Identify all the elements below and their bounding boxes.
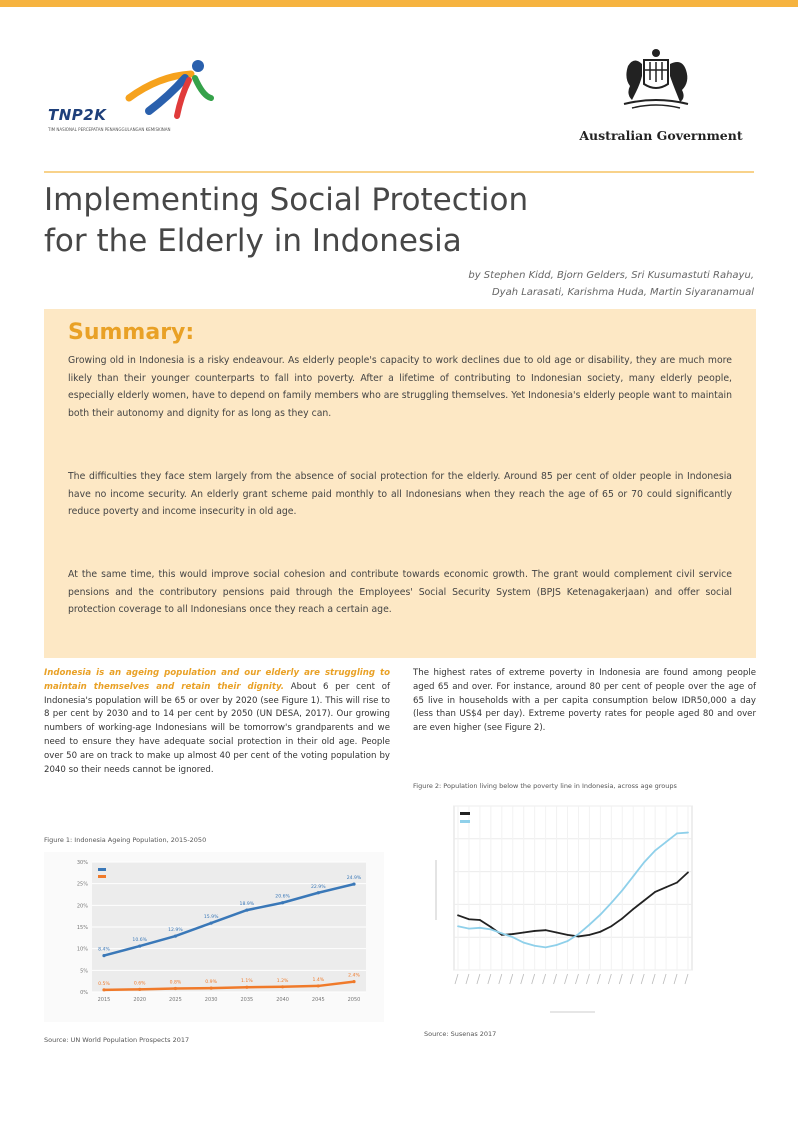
data-label: 10.6% [132,938,148,944]
figure-2-caption: Figure 2: Population living below the poverty line in Indonesia, across age groups [413,782,677,790]
x-tick-mark [488,974,491,984]
plot-area [454,806,692,970]
x-tick-mark [466,974,469,984]
data-label: 24.9% [346,876,362,882]
summary-paragraph-2: The difficulties they face stem largely from the absence of social protection for the elderly. Around 85 per cent of older people in Indonesia have no income security. An elderly grant scheme paid monthly to all Indonesians when they reach the age of 65 or 70 could significantly reduce poverty and income insecurity in old age. [68,471,732,517]
data-point [457,925,459,927]
data-point [534,945,536,947]
x-tick-mark [575,974,578,984]
data-point [643,900,645,902]
data-point [102,954,105,957]
data-point [621,918,623,920]
data-point [654,891,656,893]
data-point [457,914,459,916]
data-point [138,988,141,991]
data-point [676,882,678,884]
data-label: 15.9% [203,915,219,921]
y-tick-label: 15% [76,925,88,931]
data-label: 12.9% [168,928,183,934]
y-tick-label: 20% [76,903,88,910]
data-point [523,942,525,944]
data-label: 22.9% [310,884,326,890]
summary-heading: Summary: [68,320,195,345]
coat-of-arms-icon [606,48,706,113]
x-tick-mark [674,974,677,984]
left-body-text: About 6 per cent of Indonesia's population will be 65 or over by 2020 (see Figure 1). This will rise to 8 per cent by 2030 and to 14 per cent by 2050 (UN DESA, 2017). Our growing numbers of working-age Indonesians will be tomorrow's grandparents and we need to ensure they have adequate social protection in their old age. People over 50 are on track to make up almost 40 per cent of the voting population by 2040 so their needs cannot be ignored. [44,681,390,775]
x-tick-label: 2020 [133,997,147,1003]
data-point [578,933,580,935]
data-point [245,986,248,989]
data-label: 8.4% [98,947,110,953]
data-point [654,850,656,852]
x-tick-mark [608,974,611,984]
data-point [665,886,667,888]
data-point [501,932,503,934]
x-tick-label: 2040 [276,997,289,1003]
y-tick-label: 30% [76,860,88,866]
x-tick-mark [663,974,666,984]
data-point [556,944,558,946]
data-point [545,946,547,948]
data-point [317,891,320,894]
x-tick-mark [652,974,655,984]
data-point [534,930,536,932]
x-tick-label: 2050 [347,997,361,1003]
left-column-text [44,667,390,777]
data-label: 1.2% [276,978,289,984]
x-tick-label: 2035 [240,997,254,1003]
data-point [578,936,580,938]
figure-1-source: Source: UN World Population Prospects 2017 [44,1036,190,1044]
figure-1-frame [44,852,384,1022]
data-point [490,928,492,930]
x-tick-mark [532,974,535,984]
tnp2k-mark-icon [119,56,214,126]
y-tick-label: 5% [80,968,88,975]
data-point [687,871,689,873]
data-point [210,987,213,990]
data-point [512,936,514,938]
data-label: 1.4% [312,977,325,983]
x-tick-mark [630,974,633,984]
data-point [352,980,355,983]
data-point [632,908,634,910]
left-lead-sentence: Indonesia is an ageing population and our elderly are struggling to maintain themselves and retain their dignity. [44,668,390,692]
data-point [589,924,591,926]
data-point [621,889,623,891]
data-point [556,932,558,934]
figure-1-chart [44,852,384,1022]
header-divider [44,171,754,173]
title-line-1: Implementing Social Protection [44,182,529,218]
x-tick-mark [521,974,524,984]
legend-swatch [460,820,470,823]
data-label: 20.6% [275,894,290,900]
data-point [210,922,213,925]
data-point [174,987,177,990]
data-point [138,944,141,947]
right-column-text: The highest rates of extreme poverty in Indonesia are found among people aged 65 and over. For instance, around 80 per cent of people over the age of 65 live in households with a per capita consumption below IDR50,000 a day (less than US$4 per day). Extreme poverty rates for people aged 80 and over are even higher (see Figure 2). [413,668,756,734]
data-point [245,909,248,912]
page-title [44,180,744,262]
government-name: Australian Government [579,128,743,143]
figure-2-chart [420,800,700,1022]
data-point [512,933,514,935]
authors [300,267,754,301]
figure-1-caption: Figure 1: Indonesia Ageing Population, 2015-2050 [44,836,207,844]
data-point [479,927,481,929]
title-line-2: for the Elderly in Indonesia [44,223,462,259]
data-point [567,940,569,942]
x-tick-label: 2030 [204,997,218,1003]
figure-2-source: Source: Susenas 2017 [424,1030,497,1038]
x-tick-mark [641,974,644,984]
data-point [545,929,547,931]
data-point [174,935,177,938]
x-tick-mark [565,974,568,984]
data-point [352,883,355,886]
y-tick-label: 0% [80,990,88,996]
x-tick-mark [510,974,513,984]
x-tick-mark [455,974,458,984]
summary-box [44,309,756,658]
data-point [523,932,525,934]
x-tick-label: 2045 [311,997,325,1003]
x-tick-mark [543,974,546,984]
y-tick-label: 25% [76,881,88,888]
data-point [599,914,601,916]
summary-paragraph-3: At the same time, this would improve social cohesion and contribute towards economic growth. The grant would complement civil service pensions and the contributory pensions paid through the Employees' Social Security System (BPJS Ketenagakerjaan) and offer social protection coverage to all Indonesians once they reach a certain age. [68,569,732,615]
data-point [468,928,470,930]
data-point [479,919,481,921]
australian-government-logo [560,48,760,158]
legend-swatch [98,875,106,878]
x-tick-mark [499,974,502,984]
figure-2-frame [420,800,700,1022]
legend-swatch [98,868,106,871]
y-tick-label: 10% [76,946,88,953]
data-point [632,875,634,877]
data-label: 0.9% [205,980,217,986]
data-label: 2.4% [348,973,360,979]
data-point [676,832,678,834]
tnp2k-wordmark: TNP2K [48,106,107,124]
data-point [687,832,689,834]
data-label: 0.5% [98,981,110,987]
data-point [317,984,320,987]
data-point [281,901,284,904]
data-point [567,934,569,936]
x-tick-mark [685,974,688,984]
data-point [468,918,470,920]
x-tick-mark [619,974,622,984]
x-tick-mark [554,974,557,984]
tnp2k-subtitle: TIM NASIONAL PERCEPATAN PENANGGULANGAN KEMISKINAN [48,127,171,132]
data-label: 1.1% [241,979,253,985]
data-label: 0.8% [169,980,182,986]
x-tick-mark [477,974,480,984]
data-point [643,861,645,863]
authors-line-2: Dyah Larasati, Karishma Huda, Martin Siyaranamual [491,287,754,298]
data-point [610,925,612,927]
data-label: 18.9% [239,902,255,908]
data-point [281,985,284,988]
data-point [610,902,612,904]
top-accent-bar [0,0,798,7]
data-label: 0.6% [133,981,146,987]
x-tick-mark [597,974,600,984]
x-tick-label: 2025 [169,997,182,1003]
data-point [490,926,492,928]
tnp2k-logo [44,56,234,156]
data-point [589,934,591,936]
data-point [102,988,105,991]
legend-swatch [460,812,470,815]
summary-paragraph-1: Growing old in Indonesia is a risky endeavour. As elderly people's capacity to work declines due to old age or disability, they are much more likely than their younger counterparts to fall into poverty. After a lifetime of contributing to Indonesian society, many elderly people, especially elderly women, have to depend on family members who are struggling themselves. Yet Indonesia's elderly people want to maintain both their autonomy and dignity for as long as they can. [68,355,732,419]
data-point [665,841,667,843]
x-tick-label: 2015 [97,997,111,1003]
authors-line-1: by Stephen Kidd, Bjorn Gelders, Sri Kusumastuti Rahayu, [468,270,754,281]
x-tick-mark [586,974,589,984]
data-point [599,931,601,933]
